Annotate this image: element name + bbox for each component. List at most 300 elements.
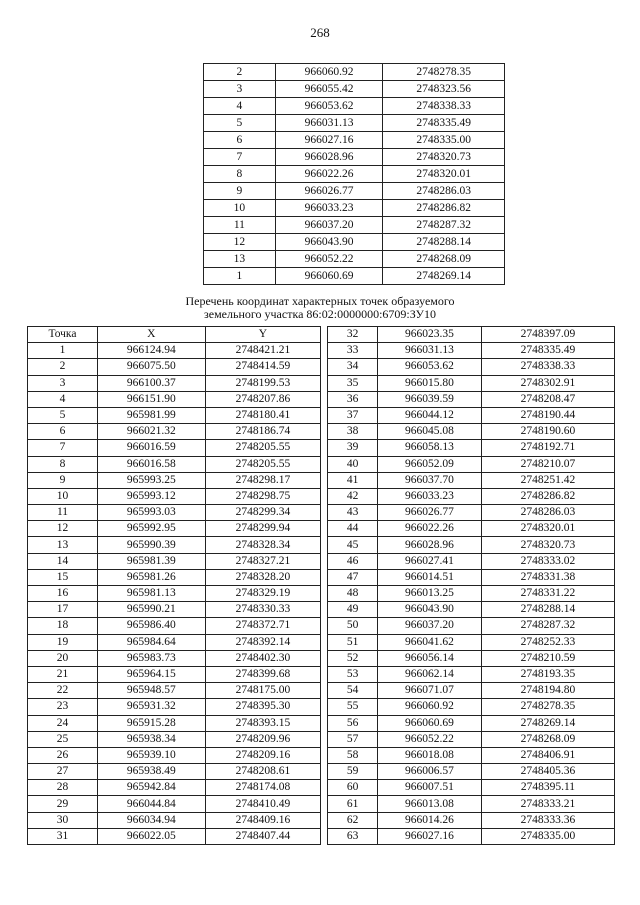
cell-x: 965990.39: [98, 537, 206, 553]
column-gap: [321, 618, 328, 634]
cell-point: 6: [204, 132, 276, 149]
page-number: 268: [310, 25, 330, 40]
cell-y: 2748302.91: [481, 375, 614, 391]
column-gap: [321, 715, 328, 731]
cell-point: 43: [328, 505, 378, 521]
cell-point: 46: [328, 553, 378, 569]
cell-x: 966006.57: [378, 764, 482, 780]
cell-point: 7: [204, 149, 276, 166]
cell-point: 54: [328, 683, 378, 699]
table-row: [28, 650, 615, 666]
cell-x: 966015.80: [378, 375, 482, 391]
cell-x: 966016.58: [98, 456, 206, 472]
cell-point: 48: [328, 586, 378, 602]
cell-x: 966013.25: [378, 586, 482, 602]
cell-point: 30: [28, 812, 98, 828]
cell-point: 29: [28, 796, 98, 812]
cell-point: 58: [328, 747, 378, 763]
table-row: [204, 81, 505, 98]
cell-y: 2748333.02: [481, 553, 614, 569]
cell-y: 2748278.35: [481, 699, 614, 715]
cell-y: 2748287.32: [383, 217, 505, 234]
table-row: [28, 424, 615, 440]
cell-y: 2748278.35: [383, 64, 505, 81]
cell-y: 2748190.60: [481, 424, 614, 440]
table-row: [28, 780, 615, 796]
column-gap: [321, 569, 328, 585]
column-gap: [321, 812, 328, 828]
cell-point: 9: [28, 472, 98, 488]
cell-x: 966053.62: [275, 98, 383, 115]
cell-x: 966060.92: [378, 699, 482, 715]
cell-y: 2748288.14: [481, 602, 614, 618]
cell-point: 56: [328, 715, 378, 731]
column-gap: [321, 343, 328, 359]
table-row: [28, 505, 615, 521]
cell-y: 2748286.03: [481, 505, 614, 521]
column-gap: [321, 650, 328, 666]
cell-point: 41: [328, 472, 378, 488]
column-gap: [321, 488, 328, 504]
column-gap: [321, 666, 328, 682]
column-gap: [321, 586, 328, 602]
table-row: [28, 343, 615, 359]
cell-point: 36: [328, 391, 378, 407]
cell-point: 60: [328, 780, 378, 796]
cell-point: 15: [28, 569, 98, 585]
cell-x: 965993.25: [98, 472, 206, 488]
cell-x: 966014.51: [378, 569, 482, 585]
cell-x: 965981.99: [98, 407, 206, 423]
table-row: [28, 618, 615, 634]
cell-x: 966058.13: [378, 440, 482, 456]
cell-x: 966033.23: [378, 488, 482, 504]
cell-x: 966151.90: [98, 391, 206, 407]
cell-x: 966034.94: [98, 812, 206, 828]
cell-x: 966031.13: [378, 343, 482, 359]
table-row: [204, 115, 505, 132]
column-gap: [321, 780, 328, 796]
header-x: X: [98, 327, 206, 343]
cell-point: 51: [328, 634, 378, 650]
cell-point: 23: [28, 699, 98, 715]
cell-x: 966052.09: [378, 456, 482, 472]
cell-y: 2748409.16: [205, 812, 321, 828]
cell-point: 33: [328, 343, 378, 359]
cell-x: 966027.16: [378, 828, 482, 844]
cell-x: 966044.12: [378, 407, 482, 423]
cell-point: 9: [204, 183, 276, 200]
cell-x: 966060.92: [275, 64, 383, 81]
table-row: [28, 553, 615, 569]
cell-point: 38: [328, 424, 378, 440]
cell-y: 2748186.74: [205, 424, 321, 440]
column-gap: [321, 391, 328, 407]
cell-point: 14: [28, 553, 98, 569]
cell-point: 17: [28, 602, 98, 618]
coordinates-table: [27, 326, 615, 845]
cell-x: 966026.77: [275, 183, 383, 200]
cell-y: 2748327.21: [205, 553, 321, 569]
cell-y: 2748323.56: [383, 81, 505, 98]
cell-point: 12: [204, 234, 276, 251]
cell-y: 2748286.03: [383, 183, 505, 200]
cell-y: 2748402.30: [205, 650, 321, 666]
cell-y: 2748205.55: [205, 456, 321, 472]
cell-y: 2748193.35: [481, 666, 614, 682]
cell-point: 39: [328, 440, 378, 456]
cell-x: 966031.13: [275, 115, 383, 132]
cell-x: 966071.07: [378, 683, 482, 699]
cell-point: 7: [28, 440, 98, 456]
cell-y: 2748328.34: [205, 537, 321, 553]
cell-point: 22: [28, 683, 98, 699]
cell-point: 57: [328, 731, 378, 747]
table-row: [28, 634, 615, 650]
cell-x: 965984.64: [98, 634, 206, 650]
cell-point: 10: [28, 488, 98, 504]
cell-y: 2748268.09: [481, 731, 614, 747]
cell-point: 4: [204, 98, 276, 115]
table-row: [28, 375, 615, 391]
continuation-coordinates-table: [203, 63, 505, 285]
cell-y: 2748335.49: [481, 343, 614, 359]
cell-x: 965915.28: [98, 715, 206, 731]
cell-y: 2748395.11: [481, 780, 614, 796]
cell-x: 966013.08: [378, 796, 482, 812]
table-row: [204, 234, 505, 251]
header-y: Y: [205, 327, 321, 343]
column-gap: [321, 699, 328, 715]
table-row: [28, 747, 615, 763]
column-gap: [321, 472, 328, 488]
cell-x: 966056.14: [378, 650, 482, 666]
cell-y: 2748210.07: [481, 456, 614, 472]
cell-x: 966052.22: [275, 251, 383, 268]
cell-y: 2748269.14: [481, 715, 614, 731]
cell-y: 2748299.34: [205, 505, 321, 521]
table-row: [204, 64, 505, 81]
cell-y: 2748328.20: [205, 569, 321, 585]
cell-x: 966021.32: [98, 424, 206, 440]
cell-point: 20: [28, 650, 98, 666]
cell-x: 966028.96: [275, 149, 383, 166]
column-gap: [321, 731, 328, 747]
cell-x: 966033.23: [275, 200, 383, 217]
cell-point: 55: [328, 699, 378, 715]
cell-x: 966037.70: [378, 472, 482, 488]
cell-x: 966124.94: [98, 343, 206, 359]
cell-y: 2748406.91: [481, 747, 614, 763]
column-gap: [321, 375, 328, 391]
cell-y: 2748393.15: [205, 715, 321, 731]
cell-y: 2748207.86: [205, 391, 321, 407]
cell-y: 2748335.00: [383, 132, 505, 149]
cell-x: 965938.49: [98, 764, 206, 780]
caption-line-2: земельного участка 86:02:0000000:6709:ЗУ10: [204, 307, 436, 321]
cell-point: 18: [28, 618, 98, 634]
cell-point: 10: [204, 200, 276, 217]
cell-x: 966028.96: [378, 537, 482, 553]
cell-x: 966022.26: [275, 166, 383, 183]
cell-point: 13: [28, 537, 98, 553]
cell-y: 2748331.22: [481, 586, 614, 602]
cell-x: 965964.15: [98, 666, 206, 682]
cell-x: 965942.84: [98, 780, 206, 796]
cell-x: 965993.12: [98, 488, 206, 504]
cell-x: 966014.26: [378, 812, 482, 828]
cell-y: 2748174.08: [205, 780, 321, 796]
cell-point: 32: [328, 327, 378, 343]
cell-y: 2748286.82: [481, 488, 614, 504]
cell-x: 966053.62: [378, 359, 482, 375]
cell-point: 61: [328, 796, 378, 812]
cell-y: 2748209.96: [205, 731, 321, 747]
column-gap: [321, 634, 328, 650]
cell-point: 8: [204, 166, 276, 183]
cell-point: 3: [28, 375, 98, 391]
cell-y: 2748320.01: [383, 166, 505, 183]
cell-y: 2748208.61: [205, 764, 321, 780]
column-gap: [321, 537, 328, 553]
cell-x: 965948.57: [98, 683, 206, 699]
table-row: [204, 149, 505, 166]
table-header-row: [28, 327, 615, 343]
cell-point: 19: [28, 634, 98, 650]
cell-y: 2748299.94: [205, 521, 321, 537]
table-row: [28, 391, 615, 407]
table-row: [28, 472, 615, 488]
cell-x: 965981.39: [98, 553, 206, 569]
cell-x: 965939.10: [98, 747, 206, 763]
cell-x: 965986.40: [98, 618, 206, 634]
cell-point: 34: [328, 359, 378, 375]
cell-point: 6: [28, 424, 98, 440]
cell-x: 966060.69: [378, 715, 482, 731]
cell-point: 5: [204, 115, 276, 132]
cell-y: 2748335.49: [383, 115, 505, 132]
table-row: [204, 166, 505, 183]
table-row: [204, 268, 505, 285]
table-caption: [0, 295, 640, 321]
table-row: [204, 183, 505, 200]
cell-point: 62: [328, 812, 378, 828]
cell-y: 2748392.14: [205, 634, 321, 650]
cell-x: 966041.62: [378, 634, 482, 650]
cell-y: 2748410.49: [205, 796, 321, 812]
table-row: [204, 132, 505, 149]
cell-point: 44: [328, 521, 378, 537]
table-row: [204, 251, 505, 268]
cell-point: 37: [328, 407, 378, 423]
cell-x: 966027.41: [378, 553, 482, 569]
cell-point: 63: [328, 828, 378, 844]
cell-y: 2748414.59: [205, 359, 321, 375]
cell-point: 25: [28, 731, 98, 747]
cell-y: 2748405.36: [481, 764, 614, 780]
cell-y: 2748192.71: [481, 440, 614, 456]
cell-x: 966037.20: [275, 217, 383, 234]
table-row: [28, 666, 615, 682]
cell-point: 24: [28, 715, 98, 731]
cell-y: 2748251.42: [481, 472, 614, 488]
cell-y: 2748320.73: [383, 149, 505, 166]
cell-point: 53: [328, 666, 378, 682]
cell-x: 966044.84: [98, 796, 206, 812]
table-row: [204, 217, 505, 234]
table-row: [28, 569, 615, 585]
cell-point: 47: [328, 569, 378, 585]
cell-point: 12: [28, 521, 98, 537]
table-row: [28, 488, 615, 504]
column-gap: [321, 359, 328, 375]
cell-y: 2748421.21: [205, 343, 321, 359]
column-gap: [321, 747, 328, 763]
column-gap: [321, 521, 328, 537]
cell-y: 2748180.41: [205, 407, 321, 423]
cell-point: 13: [204, 251, 276, 268]
table-row: [28, 828, 615, 844]
cell-x: 966043.90: [378, 602, 482, 618]
cell-point: 8: [28, 456, 98, 472]
cell-point: 16: [28, 586, 98, 602]
cell-x: 965981.13: [98, 586, 206, 602]
cell-y: 2748269.14: [383, 268, 505, 285]
column-gap: [321, 828, 328, 844]
cell-point: 27: [28, 764, 98, 780]
cell-x: 965983.73: [98, 650, 206, 666]
cell-point: 40: [328, 456, 378, 472]
cell-point: 11: [28, 505, 98, 521]
table-row: [28, 602, 615, 618]
cell-x: 965993.03: [98, 505, 206, 521]
table-row: [28, 731, 615, 747]
cell-y: 2748333.36: [481, 812, 614, 828]
cell-x: 966055.42: [275, 81, 383, 98]
cell-point: 26: [28, 747, 98, 763]
table-row: [28, 359, 615, 375]
cell-x: 965990.21: [98, 602, 206, 618]
cell-point: 35: [328, 375, 378, 391]
cell-x: 966075.50: [98, 359, 206, 375]
table-row: [28, 812, 615, 828]
cell-y: 2748190.44: [481, 407, 614, 423]
cell-y: 2748395.30: [205, 699, 321, 715]
cell-x: 965938.34: [98, 731, 206, 747]
cell-x: 966023.35: [378, 327, 482, 343]
column-gap: [321, 553, 328, 569]
column-gap: [321, 683, 328, 699]
cell-y: 2748397.09: [481, 327, 614, 343]
cell-x: 966100.37: [98, 375, 206, 391]
cell-y: 2748331.38: [481, 569, 614, 585]
column-gap: [321, 602, 328, 618]
cell-point: 2: [204, 64, 276, 81]
cell-y: 2748268.09: [383, 251, 505, 268]
cell-y: 2748333.21: [481, 796, 614, 812]
column-gap: [321, 505, 328, 521]
column-gap: [321, 796, 328, 812]
table-row: [28, 521, 615, 537]
cell-y: 2748298.75: [205, 488, 321, 504]
cell-y: 2748209.16: [205, 747, 321, 763]
cell-x: 966022.26: [378, 521, 482, 537]
cell-x: 966018.08: [378, 747, 482, 763]
cell-y: 2748407.44: [205, 828, 321, 844]
cell-point: 28: [28, 780, 98, 796]
cell-point: 59: [328, 764, 378, 780]
cell-point: 50: [328, 618, 378, 634]
cell-point: 2: [28, 359, 98, 375]
table-row: [28, 796, 615, 812]
cell-x: 966007.51: [378, 780, 482, 796]
cell-point: 42: [328, 488, 378, 504]
cell-y: 2748329.19: [205, 586, 321, 602]
cell-x: 966026.77: [378, 505, 482, 521]
caption-line-1: Перечень координат характерных точек образуемого: [185, 294, 455, 308]
cell-point: 11: [204, 217, 276, 234]
column-gap: [321, 456, 328, 472]
cell-x: 966062.14: [378, 666, 482, 682]
cell-point: 49: [328, 602, 378, 618]
table-row: [204, 98, 505, 115]
cell-y: 2748175.00: [205, 683, 321, 699]
cell-y: 2748320.73: [481, 537, 614, 553]
cell-x: 966022.05: [98, 828, 206, 844]
cell-point: 4: [28, 391, 98, 407]
cell-x: 966045.08: [378, 424, 482, 440]
table-row: [28, 699, 615, 715]
cell-y: 2748399.68: [205, 666, 321, 682]
cell-point: 31: [28, 828, 98, 844]
cell-point: 1: [204, 268, 276, 285]
cell-y: 2748338.33: [481, 359, 614, 375]
cell-point: 45: [328, 537, 378, 553]
table-row: [28, 586, 615, 602]
cell-y: 2748288.14: [383, 234, 505, 251]
cell-x: 966027.16: [275, 132, 383, 149]
cell-x: 966060.69: [275, 268, 383, 285]
cell-y: 2748320.01: [481, 521, 614, 537]
cell-y: 2748205.55: [205, 440, 321, 456]
cell-x: 965931.32: [98, 699, 206, 715]
cell-point: 5: [28, 407, 98, 423]
column-gap: [321, 764, 328, 780]
cell-y: 2748287.32: [481, 618, 614, 634]
table-row: [28, 456, 615, 472]
column-gap: [321, 440, 328, 456]
table-row: [28, 537, 615, 553]
cell-y: 2748194.80: [481, 683, 614, 699]
cell-x: 965992.95: [98, 521, 206, 537]
cell-y: 2748199.53: [205, 375, 321, 391]
column-gap: [321, 424, 328, 440]
cell-y: 2748252.33: [481, 634, 614, 650]
cell-y: 2748330.33: [205, 602, 321, 618]
cell-y: 2748208.47: [481, 391, 614, 407]
table-row: [28, 407, 615, 423]
cell-x: 965981.26: [98, 569, 206, 585]
column-gap: [321, 407, 328, 423]
cell-y: 2748335.00: [481, 828, 614, 844]
header-point: Точка: [28, 327, 98, 343]
cell-x: 966039.59: [378, 391, 482, 407]
cell-point: 21: [28, 666, 98, 682]
cell-y: 2748286.82: [383, 200, 505, 217]
cell-point: 52: [328, 650, 378, 666]
cell-x: 966037.20: [378, 618, 482, 634]
column-gap: [321, 327, 328, 343]
